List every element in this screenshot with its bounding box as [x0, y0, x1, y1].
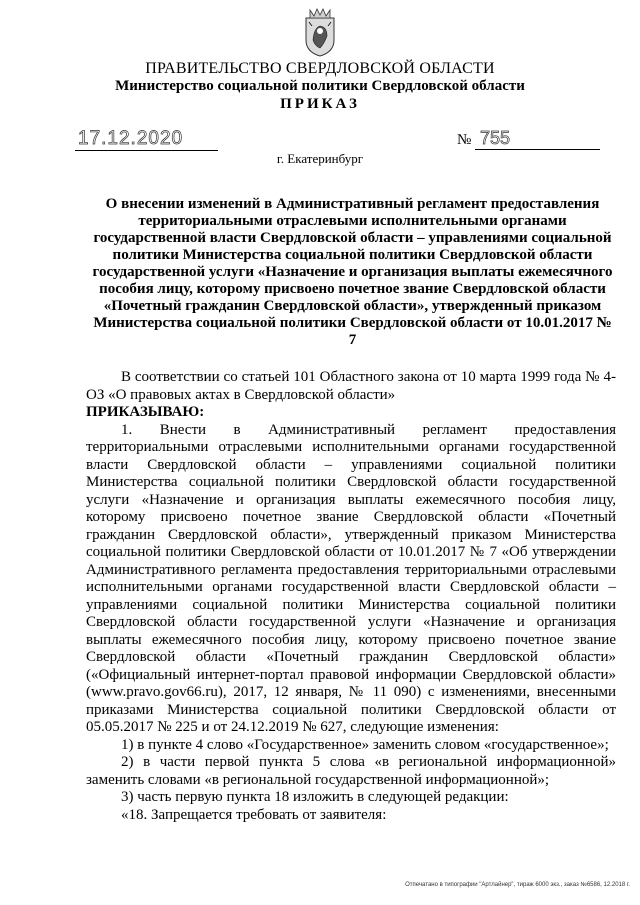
document-title: О внесении изменений в Административный регламент предоставления территориальными отраслевыми исполнительными органами государственной власти Свердловской области – управлениями социальной политики Министерства социальной политики Свердловской области государственной услуги «Назначение и организация выплаты ежемесячного пособия лицу, которому присвоено почетное звание Свердловской области «Почетный гражданин Свердловской области», утвержденный приказом Министерства социальной политики Свердловской области от 10.01.2017 № 7: [92, 196, 613, 348]
order-date: 17.12.2020: [78, 128, 184, 149]
order-word: ПРИКАЗЫВАЮ:: [86, 404, 205, 420]
list-item: 1) в пункте 4 слово «Государственное» заменить словом «государственное»;: [121, 736, 609, 753]
list-item: «18. Запрещается требовать от заявителя:: [121, 806, 387, 823]
list-item: 3) часть первую пункта 18 изложить в следующей редакции:: [121, 789, 509, 805]
document-body: [86, 369, 616, 824]
order-number: 755: [480, 128, 511, 148]
list-item: 2) в части первой пункта 5 слова «в региональной информационной» заменить словами «в региональной государственной информационной»;: [86, 754, 616, 788]
preamble: В соответствии со статьей 101 Областного закона от 10 марта 1999 года № 4-ОЗ «О правовых актах в Свердловской области»: [86, 369, 616, 403]
paragraph-1: 1. Внести в Административный регламент предоставления территориальными отраслевыми исполнительными органами государственной власти Свердловской области – управлениями социальной политики Министерства социальной политики Свердловской области государственной услуги «Назначение и организация выплаты ежемесячного пособия лицу, которому присвоено почетное звание Свердловской области «Почетный гражданин Свердловской области», утвержденный приказом Министерства социальной политики Свердловской области от 10.01.2017 № 7 «Об утверждении Административного регламента предоставления территориальными отраслевыми исполнительными органами государственной власти Свердловской области – управлениями социальной политики Министерства социальной политики Свердловской области государственной услуги «Назначение и организация выплаты ежемесячного пособия лицу, которому присвоено почетное звание Свердловской области «Почетный гражданин Свердловской области» («Официальный интернет-портал правовой информации Свердловской области» (www.pravo.gov66.ru), 2017, 12 января, № 11 090) с изменениями, внесенными приказами Министерства социальной политики Свердловской области от 05.05.2017 № 225 и от 24.12.2019 № 627, следующие изменения:: [86, 421, 616, 735]
number-label: №: [457, 132, 472, 148]
print-footer: Отпечатано в типографии "Артлайнер", тираж 6000 экз., заказ №6586, 12.2018 г.: [405, 882, 630, 888]
coat-of-arms-icon: [300, 6, 340, 58]
ministry-name: Министерство социальной политики Свердловской области: [115, 78, 525, 94]
document-type: ПРИКАЗ: [280, 96, 360, 112]
number-underline: [475, 149, 600, 150]
government-name: ПРАВИТЕЛЬСТВО СВЕРДЛОВСКОЙ ОБЛАСТИ: [145, 60, 495, 77]
city: г. Екатеринбург: [276, 151, 364, 166]
